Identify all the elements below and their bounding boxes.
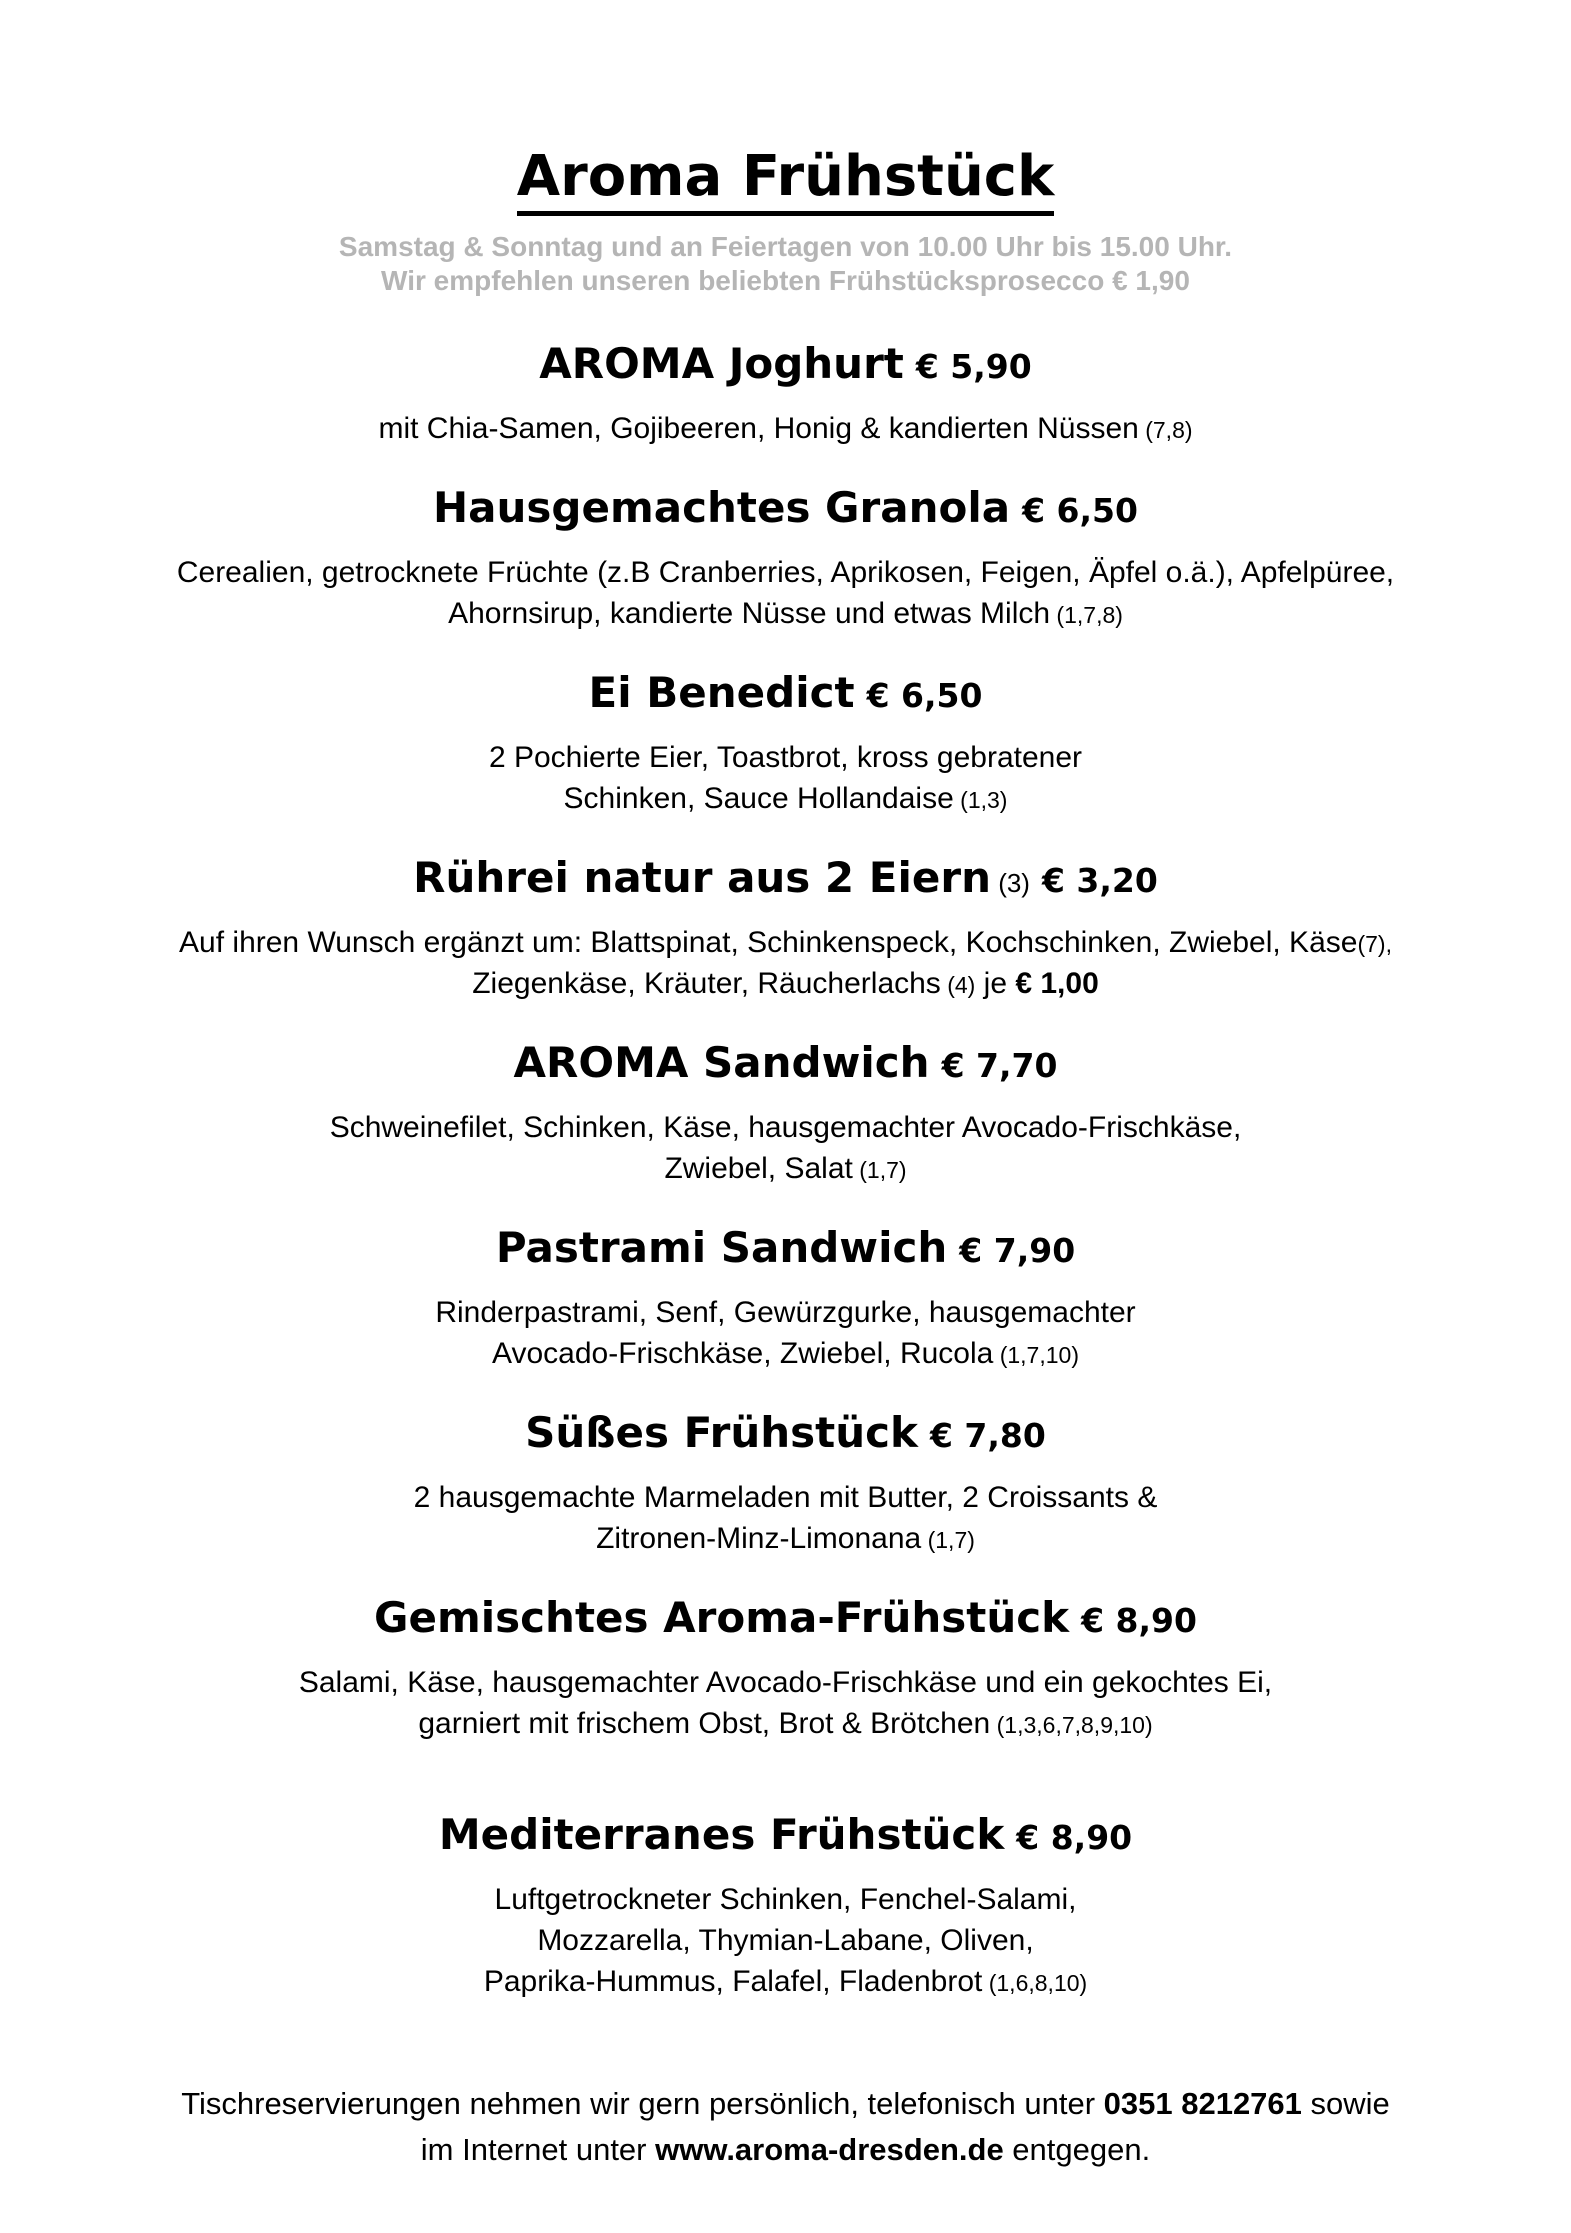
description-line [60, 1478, 1511, 1519]
item-heading [60, 852, 1511, 909]
menu-item-aroma-sandwich [60, 1037, 1511, 1190]
website-url: www.aroma-dresden.de [655, 2131, 1004, 2167]
item-heading [60, 667, 1511, 724]
item-description [60, 923, 1511, 1005]
item-heading [60, 1809, 1511, 1866]
menu-item-mediterranes-fruehstueck [60, 1809, 1511, 2003]
menu-item-gemischtes-aroma-fruehstueck [60, 1592, 1511, 1745]
description-text: je [975, 966, 1016, 1000]
footer-text: entgegen. [1003, 2131, 1151, 2167]
footer-line-phone [60, 2081, 1511, 2127]
item-heading [60, 1407, 1511, 1464]
description-text: Avocado-Frischkäse, Zwiebel, Rucola [492, 1336, 994, 1370]
item-allergen-note: (3) [990, 867, 1030, 898]
menu-header [60, 144, 1511, 298]
description-text: Rinderpastrami, Senf, Gewürzgurke, hausgemachter [435, 1295, 1136, 1329]
footer-text: im Internet unter [420, 2131, 656, 2167]
surcharge-price: € 1,00 [1015, 966, 1099, 1000]
description-line [60, 1663, 1511, 1704]
description-line [60, 409, 1511, 450]
allergen-refs: (1,7) [852, 1156, 907, 1183]
item-price: € 7,70 [941, 1045, 1058, 1085]
item-heading [60, 1037, 1511, 1094]
description-text: Salami, Käse, hausgemachter Avocado-Frischkäse und ein gekochtes Ei, [298, 1665, 1273, 1699]
description-line [60, 779, 1511, 820]
allergen-refs: (4) [940, 971, 976, 998]
allergen-refs: (1,3) [953, 786, 1008, 813]
item-name: Mediterranes Frühstück [438, 1809, 1005, 1859]
item-name: AROMA Joghurt [539, 338, 904, 388]
description-text: Mozzarella, Thymian-Labane, Oliven, [537, 1923, 1034, 1957]
description-text: 2 Pochierte Eier, Toastbrot, kross gebratener [488, 740, 1083, 774]
allergen-refs: (1,7,8) [1050, 601, 1123, 628]
description-line [60, 1704, 1511, 1745]
description-text: Zwiebel, Salat [664, 1151, 853, 1185]
reservation-footer [60, 2081, 1511, 2173]
item-heading [60, 338, 1511, 395]
item-name: Gemischtes Aroma-Frühstück [374, 1592, 1070, 1642]
allergen-refs: (1,3,6,7,8,9,10) [990, 1711, 1153, 1738]
description-text: Schinken, Sauce Hollandaise [563, 781, 954, 815]
allergen-refs: (7), [1357, 930, 1392, 957]
subtitle-line-hours: Samstag & Sonntag und an Feiertagen von 10.00 Uhr bis 15.00 Uhr. [338, 230, 1233, 262]
item-name: Pastrami Sandwich [495, 1222, 948, 1272]
description-text: Auf ihren Wunsch ergänzt um: Blattspinat, Schinkenspeck, Kochschinken, Zwiebel, Käse [179, 925, 1358, 959]
phone-number: 0351 8212761 [1103, 2085, 1302, 2121]
description-text: mit Chia-Samen, Gojibeeren, Honig & kandierten Nüssen [378, 411, 1139, 445]
menu-item-ruehrei-natur [60, 852, 1511, 1005]
menu-item-ei-benedict [60, 667, 1511, 820]
allergen-refs: (7,8) [1138, 416, 1193, 443]
description-line [60, 1880, 1511, 1921]
item-name: Süßes Frühstück [525, 1407, 918, 1457]
allergen-refs: (1,6,8,10) [982, 1969, 1088, 1996]
item-heading [60, 1592, 1511, 1649]
description-line [60, 1962, 1511, 2003]
item-description [60, 1880, 1511, 2003]
page-title-text: Aroma Frühstück [517, 148, 1055, 216]
menu-subtitle [60, 230, 1511, 298]
item-description [60, 409, 1511, 450]
menu-item-hausgemachtes-granola [60, 482, 1511, 635]
item-name: Hausgemachtes Granola [433, 482, 1011, 532]
item-description [60, 1293, 1511, 1375]
menu-item-pastrami-sandwich [60, 1222, 1511, 1375]
description-line [60, 1519, 1511, 1560]
menu-item-aroma-joghurt [60, 338, 1511, 450]
description-line [60, 964, 1511, 1005]
item-description [60, 1663, 1511, 1745]
item-description [60, 553, 1511, 635]
description-text: Cerealien, getrocknete Früchte (z.B Cranberries, Aprikosen, Feigen, Äpfel o.ä.), Apfelpüree, [176, 555, 1395, 589]
item-price: € 7,90 [959, 1230, 1076, 1270]
page-title [60, 144, 1511, 216]
description-line [60, 1293, 1511, 1334]
item-price: € 8,90 [1081, 1600, 1197, 1640]
item-name: AROMA Sandwich [513, 1037, 930, 1087]
description-text: Paprika-Hummus, Falafel, Fladenbrot [483, 1964, 983, 1998]
description-text: Zitronen-Minz-Limonana [596, 1521, 922, 1555]
description-text: Ahornsirup, kandierte Nüsse und etwas Milch [448, 596, 1051, 630]
description-line [60, 1921, 1511, 1962]
item-price: € 6,50 [866, 675, 983, 715]
description-line [60, 1108, 1511, 1149]
allergen-refs: (1,7) [921, 1526, 975, 1553]
description-line [60, 553, 1511, 594]
item-price: € 5,90 [915, 346, 1032, 386]
description-text: garniert mit frischem Obst, Brot & Brötchen [418, 1706, 991, 1740]
description-line [60, 1149, 1511, 1190]
item-price: € 3,20 [1041, 860, 1158, 900]
description-line [60, 1334, 1511, 1375]
description-line [60, 923, 1511, 964]
footer-text: Tischreservierungen nehmen wir gern persönlich, telefonisch unter [181, 2085, 1104, 2121]
item-price: € 7,80 [929, 1415, 1046, 1455]
description-text: Schweinefilet, Schinken, Käse, hausgemachter Avocado-Frischkäse, [329, 1110, 1242, 1144]
description-line [60, 738, 1511, 779]
item-heading [60, 1222, 1511, 1279]
description-text: Luftgetrockneter Schinken, Fenchel-Salami, [494, 1882, 1077, 1916]
item-price: € 8,90 [1016, 1817, 1133, 1857]
item-name: Rührei natur aus 2 Eiern [413, 852, 991, 902]
description-text: Ziegenkäse, Kräuter, Räucherlachs [472, 966, 941, 1000]
item-description [60, 1108, 1511, 1190]
item-description [60, 738, 1511, 820]
item-description [60, 1478, 1511, 1560]
item-price: € 6,50 [1022, 490, 1138, 530]
description-line [60, 594, 1511, 635]
footer-line-website [60, 2127, 1511, 2173]
menu-item-list [60, 338, 1511, 2003]
item-heading [60, 482, 1511, 539]
footer-text: sowie [1301, 2085, 1390, 2121]
menu-item-suesses-fruehstueck [60, 1407, 1511, 1560]
allergen-refs: (1,7,10) [993, 1341, 1079, 1368]
description-text: 2 hausgemachte Marmeladen mit Butter, 2 Croissants & [413, 1480, 1158, 1514]
item-name: Ei Benedict [588, 667, 855, 717]
subtitle-line-recommendation: Wir empfehlen unseren beliebten Frühstücksprosecco € 1,90 [381, 264, 1190, 296]
